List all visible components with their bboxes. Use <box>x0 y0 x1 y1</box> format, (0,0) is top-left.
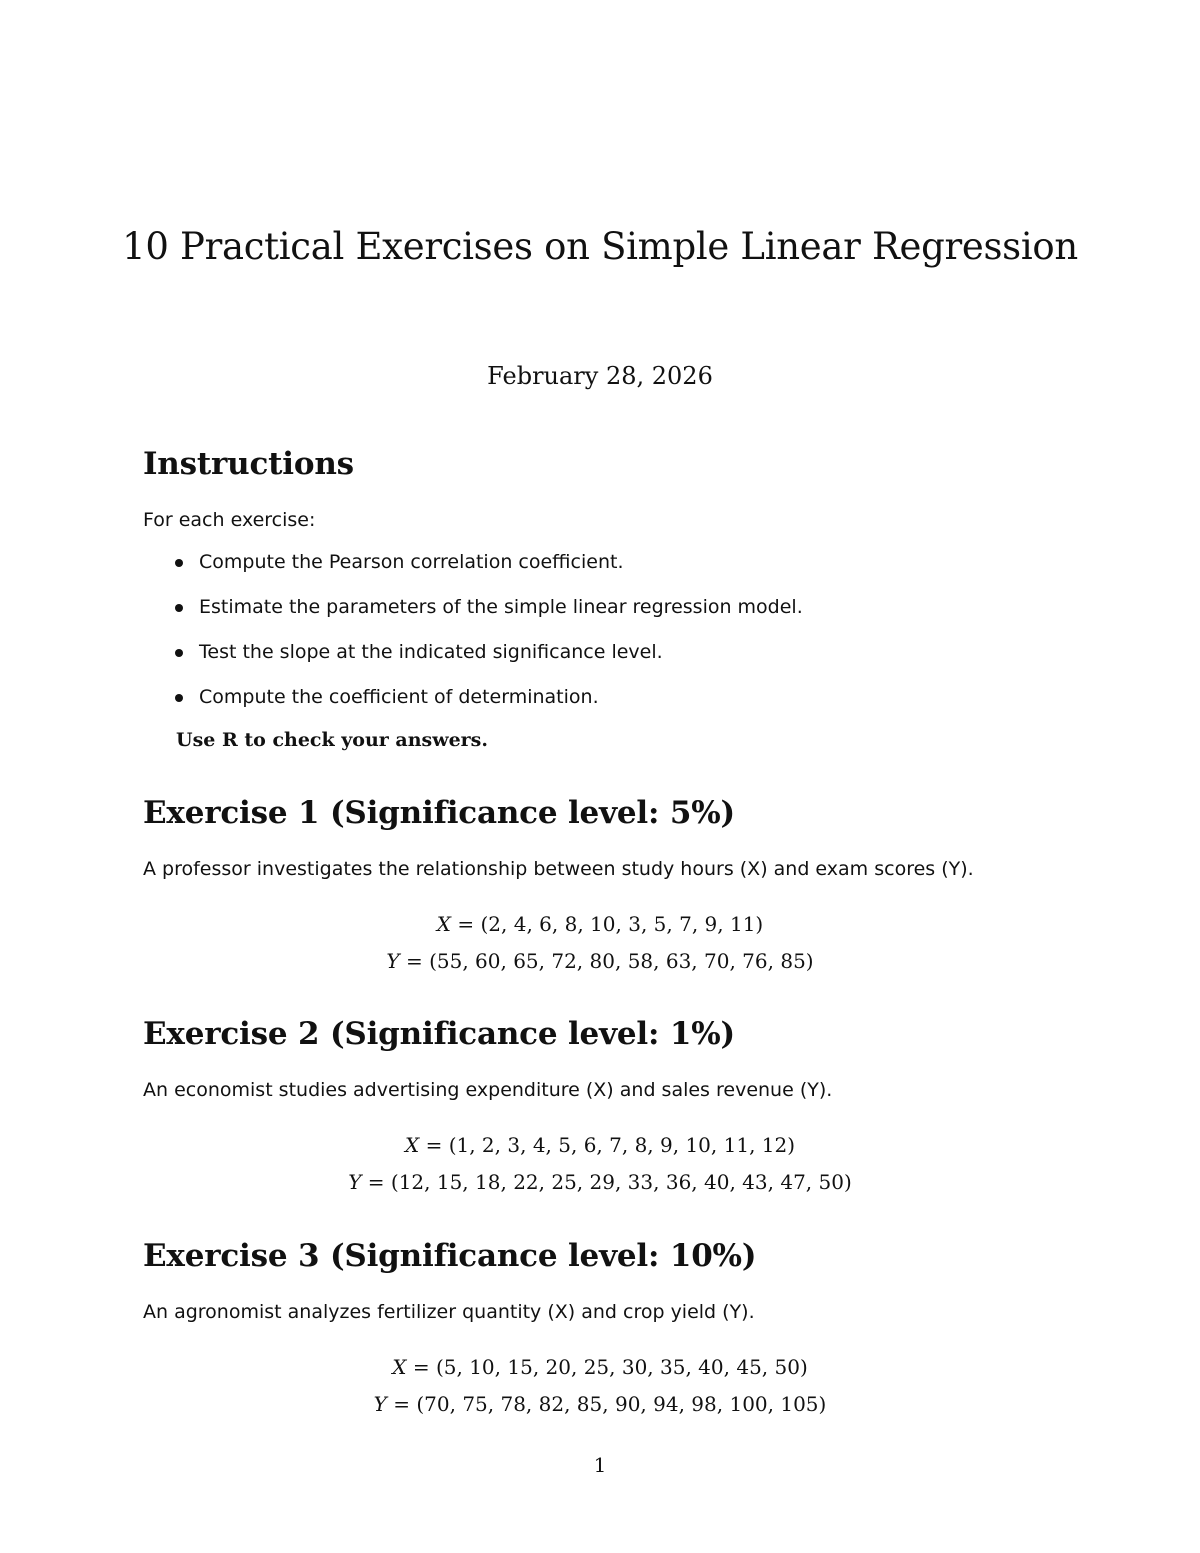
bullet-icon <box>175 604 183 612</box>
instructions-list <box>143 546 803 726</box>
instructions-heading: Instructions <box>143 446 354 482</box>
exercise-2-y-data <box>0 1168 1200 1196</box>
y-variable: Y <box>373 1392 387 1416</box>
x-values: = (5, 10, 15, 20, 25, 30, 35, 40, 45, 50) <box>406 1355 808 1379</box>
x-values: = (1, 2, 3, 4, 5, 6, 7, 8, 9, 10, 11, 12) <box>419 1133 796 1157</box>
exercise-1-x-data <box>0 910 1200 938</box>
instruction-item <box>143 636 803 681</box>
exercise-3-y-data <box>0 1390 1200 1418</box>
x-variable: X <box>436 912 452 936</box>
bullet-icon <box>175 559 183 567</box>
bullet-icon <box>175 649 183 657</box>
document-title: 10 Practical Exercises on Simple Linear Regression <box>122 225 1078 268</box>
exercise-1-description: A professor investigates the relationship between study hours (X) and exam scores (Y). <box>143 858 974 880</box>
exercise-3-description: An agronomist analyzes fertilizer quantity (X) and crop yield (Y). <box>143 1301 755 1323</box>
y-variable: Y <box>348 1170 362 1194</box>
instructions-intro: For each exercise: <box>143 509 316 531</box>
instruction-text: Test the slope at the indicated significance level. <box>199 641 663 663</box>
y-values: = (70, 75, 78, 82, 85, 90, 94, 98, 100, 105) <box>386 1392 827 1416</box>
exercise-1-heading: Exercise 1 (Significance level: 5%) <box>143 795 735 831</box>
instruction-item <box>143 546 803 591</box>
instruction-item <box>143 681 803 726</box>
instruction-text: Compute the coefficient of determination. <box>199 686 599 708</box>
document-date: February 28, 2026 <box>487 362 713 390</box>
bullet-icon <box>175 694 183 702</box>
exercise-2-description: An economist studies advertising expenditure (X) and sales revenue (Y). <box>143 1079 833 1101</box>
exercise-1-y-data <box>0 947 1200 975</box>
page-number: 1 <box>593 1453 607 1477</box>
exercise-3-heading: Exercise 3 (Significance level: 10%) <box>143 1238 757 1274</box>
y-values: = (55, 60, 65, 72, 80, 58, 63, 70, 76, 85) <box>399 949 814 973</box>
instruction-text: Estimate the parameters of the simple linear regression model. <box>199 596 803 618</box>
exercise-2-heading: Exercise 2 (Significance level: 1%) <box>143 1016 735 1052</box>
instruction-text: Compute the Pearson correlation coefficient. <box>199 551 624 573</box>
y-variable: Y <box>386 949 400 973</box>
y-values: = (12, 15, 18, 22, 25, 29, 33, 36, 40, 43, 47, 50) <box>361 1170 852 1194</box>
exercise-2-x-data <box>0 1131 1200 1159</box>
x-variable: X <box>392 1355 407 1379</box>
instructions-note: Use R to check your answers. <box>176 729 488 751</box>
exercise-3-x-data <box>0 1353 1200 1381</box>
instruction-item <box>143 591 803 636</box>
x-values: = (2, 4, 6, 8, 10, 3, 5, 7, 9, 11) <box>451 912 764 936</box>
x-variable: X <box>404 1133 420 1157</box>
